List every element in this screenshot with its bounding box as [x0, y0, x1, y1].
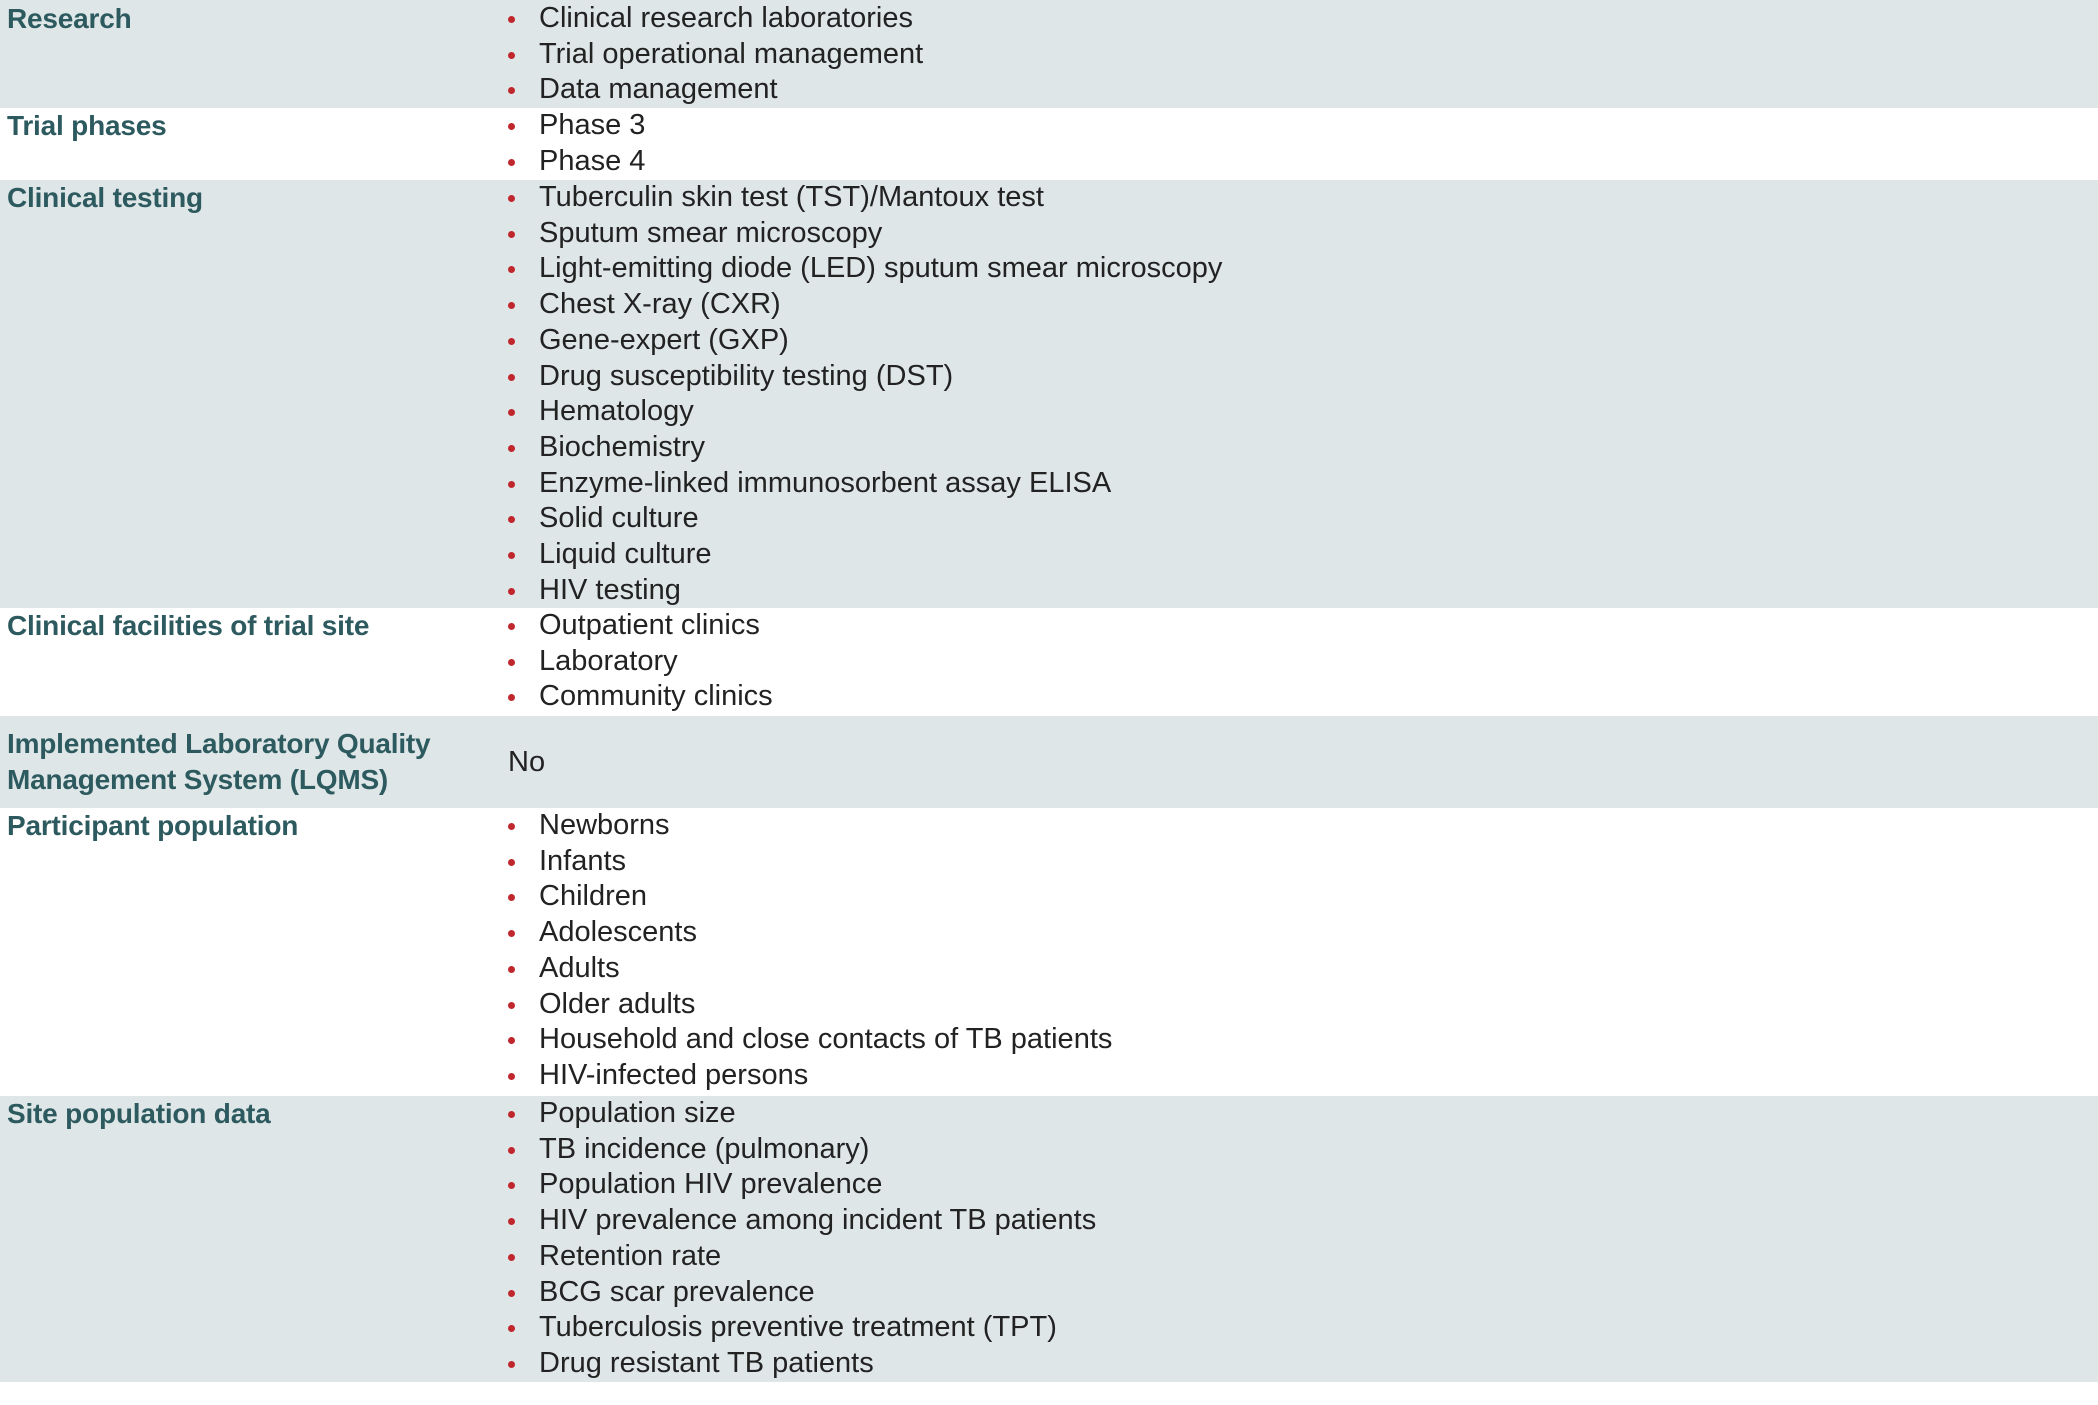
bullet-icon	[508, 966, 515, 973]
row-label-participant-population: Participant population	[7, 810, 299, 841]
row-label-trial-phases: Trial phases	[7, 110, 167, 141]
bullet-icon	[508, 930, 515, 937]
row-values-clinical-testing	[0, 180, 2098, 608]
row-label-lqms-line-2: Management System (LQMS)	[7, 764, 389, 795]
bullet-icon	[508, 409, 515, 416]
table-row-lqms	[0, 716, 2098, 808]
table-row-site-population-data	[0, 1096, 2098, 1382]
row-values-research	[0, 1, 2098, 108]
trial-phases-list	[505, 108, 2098, 179]
bullet-icon	[508, 195, 515, 202]
site-population-data-list	[505, 1096, 2098, 1382]
table-row-research	[0, 0, 2098, 108]
list-item: Gene-expert (GXP)	[505, 323, 2098, 359]
bullet-icon	[508, 87, 515, 94]
list-item: BCG scar prevalence	[505, 1275, 2098, 1311]
bullet-icon	[508, 1361, 515, 1368]
list-item: Light-emitting diode (LED) sputum smear microscopy	[505, 251, 2098, 287]
bullet-icon	[508, 1147, 515, 1154]
list-item: Adolescents	[505, 915, 2098, 951]
bullet-icon	[508, 1290, 515, 1297]
row-values-lqms	[0, 716, 2098, 808]
list-item: Hematology	[505, 394, 2098, 430]
bullet-icon	[508, 338, 515, 345]
participant-population-list	[505, 808, 2098, 1094]
row-label-site-population-data: Site population data	[7, 1098, 271, 1129]
list-item: Data management	[505, 72, 2098, 108]
list-item: TB incidence (pulmonary)	[505, 1132, 2098, 1168]
clinical-testing-list	[505, 180, 2098, 608]
list-item: Clinical research laboratories	[505, 1, 2098, 37]
list-item: Children	[505, 879, 2098, 915]
bullet-icon	[508, 623, 515, 630]
bullet-icon	[508, 159, 515, 166]
bullet-icon	[508, 1218, 515, 1225]
list-item: Retention rate	[505, 1239, 2098, 1275]
bullet-icon	[508, 859, 515, 866]
list-item: Trial operational management	[505, 37, 2098, 73]
row-values-trial-phases	[0, 108, 2098, 180]
table-row-clinical-testing	[0, 180, 2098, 608]
bullet-icon	[508, 231, 515, 238]
list-item: Tuberculin skin test (TST)/Mantoux test	[505, 180, 2098, 216]
list-item: Enzyme-linked immunosorbent assay ELISA	[505, 466, 2098, 502]
list-item: Infants	[505, 844, 2098, 880]
bullet-icon	[508, 1073, 515, 1080]
list-item: HIV-infected persons	[505, 1058, 2098, 1094]
table-row-clinical-facilities	[0, 608, 2098, 716]
bullet-icon	[508, 894, 515, 901]
bullet-icon	[508, 588, 515, 595]
list-item: Community clinics	[505, 679, 2098, 715]
row-label-clinical-testing: Clinical testing	[7, 182, 203, 213]
list-item: Outpatient clinics	[505, 608, 2098, 644]
lqms-value: No	[508, 746, 546, 778]
row-label-clinical-facilities: Clinical facilities of trial site	[7, 610, 370, 641]
list-item: Sputum smear microscopy	[505, 216, 2098, 252]
list-item: Solid culture	[505, 501, 2098, 537]
list-item: Biochemistry	[505, 430, 2098, 466]
clinical-facilities-list	[505, 608, 2098, 715]
list-item: Drug susceptibility testing (DST)	[505, 359, 2098, 395]
row-values-site-population-data	[0, 1096, 2098, 1382]
row-label-research: Research	[7, 3, 132, 34]
research-list	[505, 1, 2098, 108]
bullet-icon	[508, 823, 515, 830]
row-values-clinical-facilities	[0, 608, 2098, 716]
bullet-icon	[508, 123, 515, 130]
bullet-icon	[508, 1254, 515, 1261]
list-item: Phase 3	[505, 108, 2098, 144]
list-item: Adults	[505, 951, 2098, 987]
list-item: Liquid culture	[505, 537, 2098, 573]
bullet-icon	[508, 1111, 515, 1118]
bullet-icon	[508, 266, 515, 273]
table-row-participant-population	[0, 808, 2098, 1096]
list-item: HIV prevalence among incident TB patients	[505, 1203, 2098, 1239]
bullet-icon	[508, 52, 515, 59]
list-item: Older adults	[505, 987, 2098, 1023]
list-item: Phase 4	[505, 144, 2098, 180]
list-item: HIV testing	[505, 573, 2098, 609]
bullet-icon	[508, 445, 515, 452]
bullet-icon	[508, 694, 515, 701]
list-item: Newborns	[505, 808, 2098, 844]
list-item: Household and close contacts of TB patients	[505, 1022, 2098, 1058]
list-item: Laboratory	[505, 644, 2098, 680]
bullet-icon	[508, 481, 515, 488]
bullet-icon	[508, 659, 515, 666]
bullet-icon	[508, 1325, 515, 1332]
list-item: Chest X-ray (CXR)	[505, 287, 2098, 323]
list-item: Population HIV prevalence	[505, 1167, 2098, 1203]
bullet-icon	[508, 302, 515, 309]
bullet-icon	[508, 16, 515, 23]
list-item: Population size	[505, 1096, 2098, 1132]
table-row-trial-phases	[0, 108, 2098, 180]
bullet-icon	[508, 374, 515, 381]
bullet-icon	[508, 1002, 515, 1009]
row-label-lqms-line-1: Implemented Laboratory Quality	[7, 728, 431, 759]
bullet-icon	[508, 552, 515, 559]
row-values-participant-population	[0, 808, 2098, 1096]
bullet-icon	[508, 1182, 515, 1189]
list-item: Drug resistant TB patients	[505, 1346, 2098, 1382]
bullet-icon	[508, 1037, 515, 1044]
bullet-icon	[508, 516, 515, 523]
list-item: Tuberculosis preventive treatment (TPT)	[505, 1310, 2098, 1346]
